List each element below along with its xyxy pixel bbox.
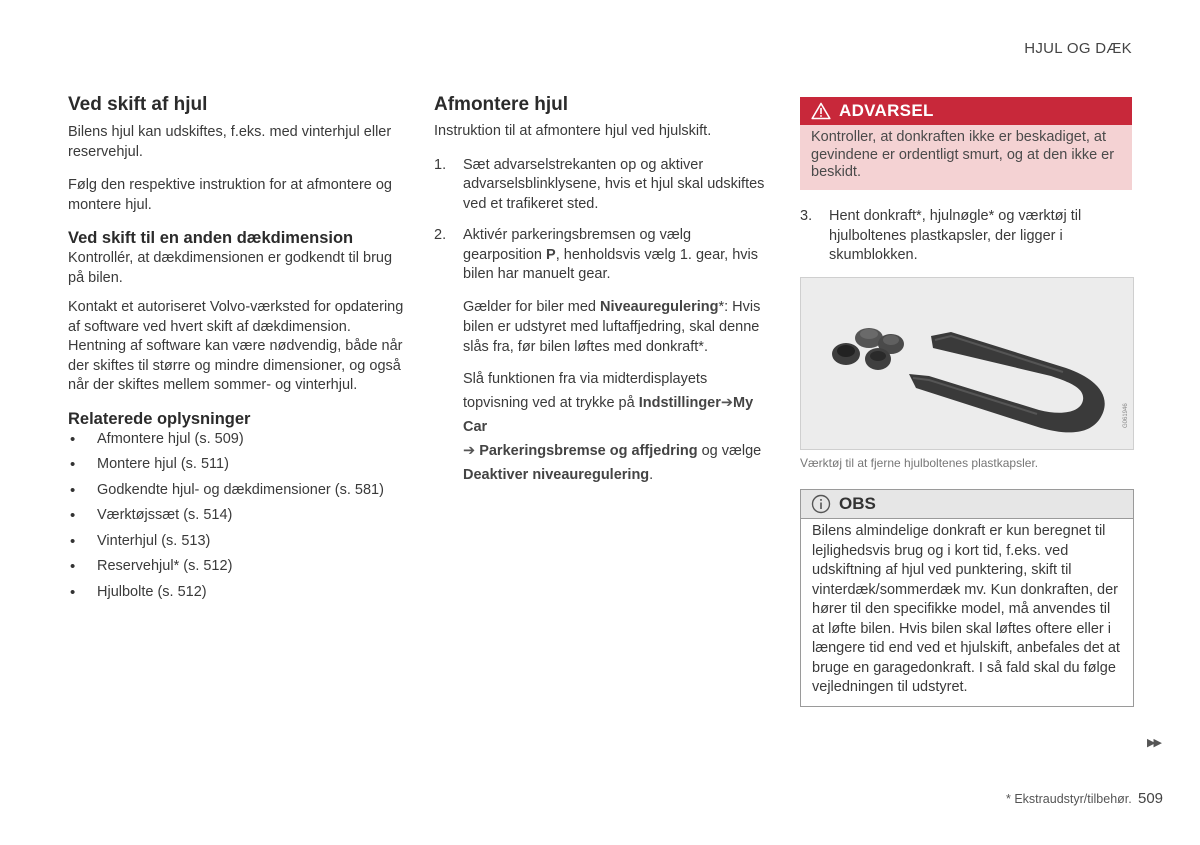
step-2 [434,226,774,285]
obs-title: OBS [839,494,876,513]
warning-box [800,97,1132,190]
step-text: Aktivér parkeringsbremsen og vælg gearposition [463,227,692,263]
menu-my-car: My Car [463,394,754,435]
steps-list [434,156,774,285]
intro-paragraph: Instruktion til at afmontere hjul ved hjulskift. [434,123,712,139]
subsection-paragraph-1: Kontrollér, at dækdimensionen er godkendt til brug på bilen. [68,250,393,286]
step-text: , henholdsvis vælg 1. gear, hvis bilen har manuelt gear. [463,246,759,282]
page-number: 509 [1138,790,1164,807]
section-ved-skift [68,94,408,608]
image-caption: Værktøj til at fjerne hjulboltenes plastkapsler. [800,456,1039,470]
warning-title: ADVARSEL [839,101,934,120]
note-text: . [649,466,654,483]
warning-triangle-icon [811,102,831,120]
section-afmontere [434,94,774,487]
tool-illustration [800,277,1134,450]
plastic-cap-tool-image [801,278,1133,449]
step-number: 2. [434,227,447,243]
image-code: G061946 [1123,403,1129,428]
related-link[interactable]: • Vinterhjul (s. 513) [68,532,408,552]
obs-box [800,489,1134,707]
menu-deaktiver: Deaktiver niveauregulering [463,466,650,483]
menu-indstillinger: Indstillinger [638,394,721,411]
steps-list-continued [800,207,1132,266]
info-icon [811,494,831,514]
obs-text: Bilens almindelige donkraft er kun beregnet til lejlighedsvis brug og i kort tid, f.eks. ved udskiftning af hjul ved punktering, skift til vinterdæk/sommerdæk mv. Kun donkraften, der hører til den specifikke model, må anvendes til at løfte bilen. Hvis bilen skal løftes oftere eller i længere tid end ved et hjulskift, anbefales det at bruge en garagedonkraft. I så fald skal du følge vejledningen til udstyret. [812,523,1120,695]
warning-text: Kontroller, at donkraften ikke er beskadiget, at gevindene er ordentligt smurt, og at den ikke er beskidt. [800,125,1132,190]
related-link[interactable]: • Afmontere hjul (s. 509) [68,430,408,450]
niveauregulering-label: Niveauregulering [600,298,719,315]
step-text: Sæt advarselstrekanten op og aktiver advarselsblinklysene, hvis et hjul skal udskiftes ved et trafikeret sted. [463,156,765,212]
instruction-paragraph: Følg den respektive instruktion for at afmontere og montere hjul. [68,177,392,213]
menu-parkeringsbremse: Parkeringsbremse og affjedring [479,442,698,459]
gear-p: P [546,246,556,263]
chapter-title: HJUL OG DÆK [1024,40,1132,57]
note-text: Gælder for biler med [463,298,600,315]
related-link[interactable]: • Montere hjul (s. 511) [68,455,408,475]
intro-paragraph: Bilens hjul kan udskiftes, f.eks. med vinterhjul eller reservehjul. [68,124,392,160]
related-list [68,430,408,603]
arrow-right-icon: ➔ [720,394,734,411]
arrow-right-icon: ➔ [463,442,476,459]
subsection-paragraph-2: Kontakt et autoriseret Volvo-værksted for opdatering af software ved hvert skift af dækdimension. Hentning af software kan være nødvendig, både når der skiftes til større og mindre dimensioner, og også når der skiftes mellem sommer- og vinterhjul. [68,299,404,393]
note-menu-path [463,367,774,487]
related-link[interactable]: • Værktøjssæt (s. 514) [68,506,408,526]
note-niveau [463,297,774,357]
step-1 [434,156,774,215]
note-text: og vælge [697,442,762,459]
related-link[interactable]: • Godkendte hjul- og dækdimensioner (s. 581) [68,481,408,501]
footnote: * Ekstraudstyr/tilbehør. [1006,792,1132,806]
continue-arrows-icon: ▶▶ [1147,737,1160,749]
related-link[interactable]: • Hjulbolte (s. 512) [68,583,408,603]
step-3 [800,207,1132,266]
section-title: Afmontere hjul [434,94,569,115]
related-title: Relaterede oplysninger [68,409,251,428]
note-text: *: Hvis bilen er udstyret med luftaffjedring, skal denne slås fra, før bilen løftes med donkraft*. [463,298,761,355]
section-title: Ved skift af hjul [68,94,208,115]
step-number: 1. [434,156,447,173]
warning-header [800,97,1132,125]
step-text: Hent donkraft*, hjulnøgle* og værktøj til hjulboltenes plastkapsler, der ligger i skumblokken. [829,208,1082,263]
step-number: 3. [800,208,813,224]
related-link[interactable]: • Reservehjul* (s. 512) [68,557,408,577]
obs-header [801,490,1133,519]
subsection-title: Ved skift til en anden dækdimension [68,229,354,247]
note-text: Slå funktionen fra via midterdisplayets topvisning ved at trykke på [463,370,708,411]
